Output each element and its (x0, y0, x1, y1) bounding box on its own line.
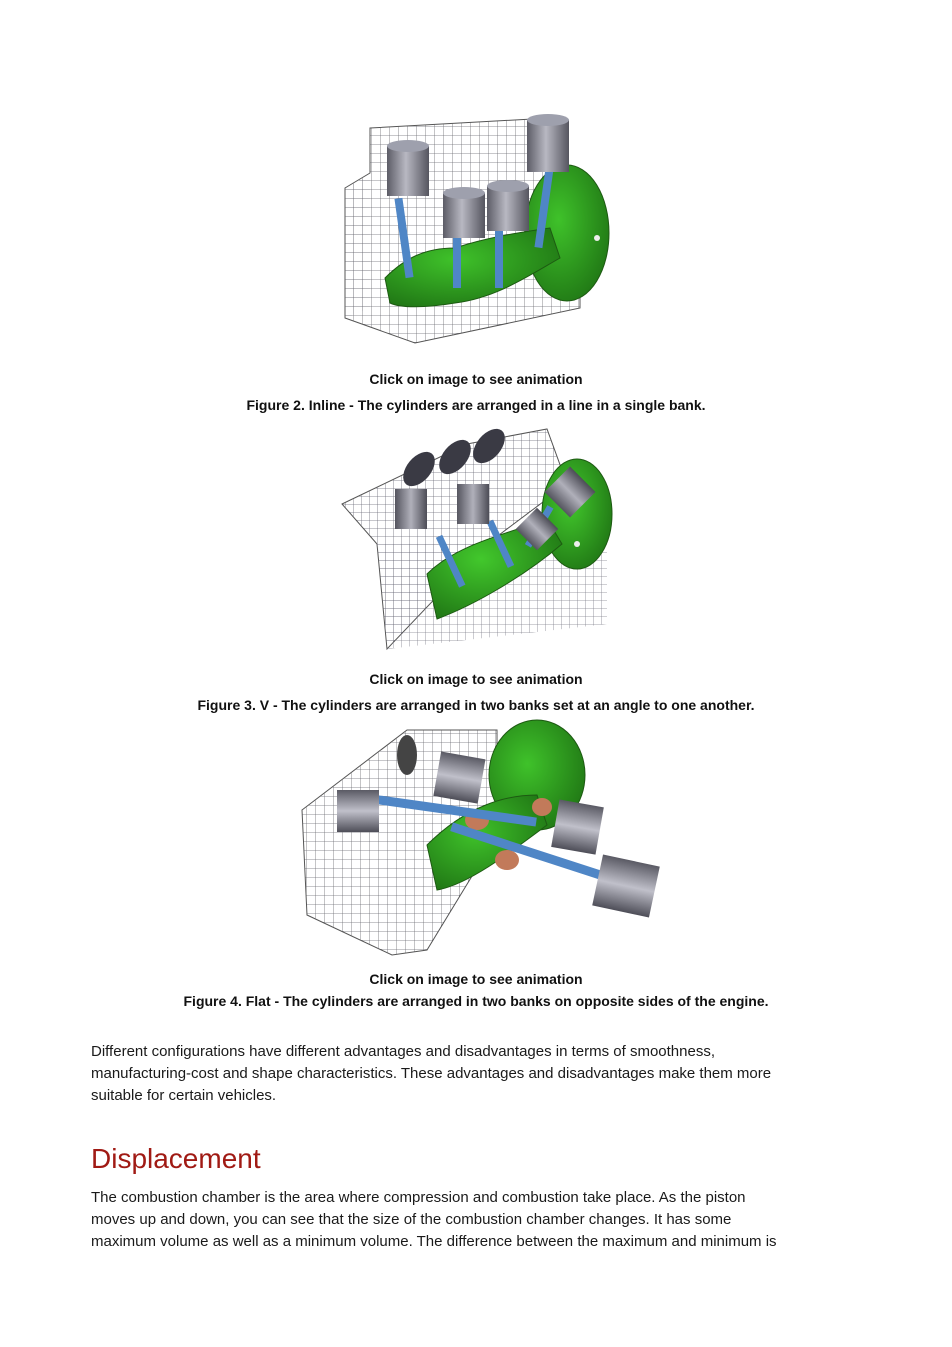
paragraph-line: suitable for certain vehicles. (91, 1087, 277, 1104)
configurations-paragraph (91, 1041, 871, 1107)
paragraph-line: maximum volume as well as a minimum volume. The difference between the maximum and minimum is (91, 1233, 777, 1250)
v-engine-image[interactable] (337, 424, 617, 654)
figure4-caption: Figure 4. Flat - The cylinders are arranged in two banks on opposite sides of the engine. (183, 993, 769, 1009)
paragraph-line: Different configurations have different advantages and disadvantages in terms of smoothness, (91, 1043, 715, 1060)
paragraph-line: moves up and down, you can see that the size of the combustion chamber changes. It has some (91, 1211, 732, 1228)
figure2-click-text: Click on image to see animation (369, 371, 583, 387)
v-engine-illustration-icon (337, 424, 617, 654)
flat-engine-image[interactable] (297, 715, 665, 957)
figure3-click-text: Click on image to see animation (369, 671, 583, 687)
figure3-caption: Figure 3. V - The cylinders are arranged in two banks set at an angle to one another. (197, 697, 755, 713)
inline-engine-image[interactable] (335, 108, 620, 363)
displacement-paragraph (91, 1187, 871, 1253)
inline-engine-illustration-icon (335, 108, 620, 363)
paragraph-line: manufacturing-cost and shape characteristics. These advantages and disadvantages make them more (91, 1065, 772, 1082)
paragraph-line: The combustion chamber is the area where compression and combustion take place. As the piston (91, 1189, 746, 1206)
figure2-caption: Figure 2. Inline - The cylinders are arranged in a line in a single bank. (246, 397, 706, 413)
displacement-heading: Displacement (91, 1143, 261, 1174)
figure4-click-text: Click on image to see animation (369, 971, 583, 987)
flat-engine-illustration-icon (297, 715, 665, 957)
